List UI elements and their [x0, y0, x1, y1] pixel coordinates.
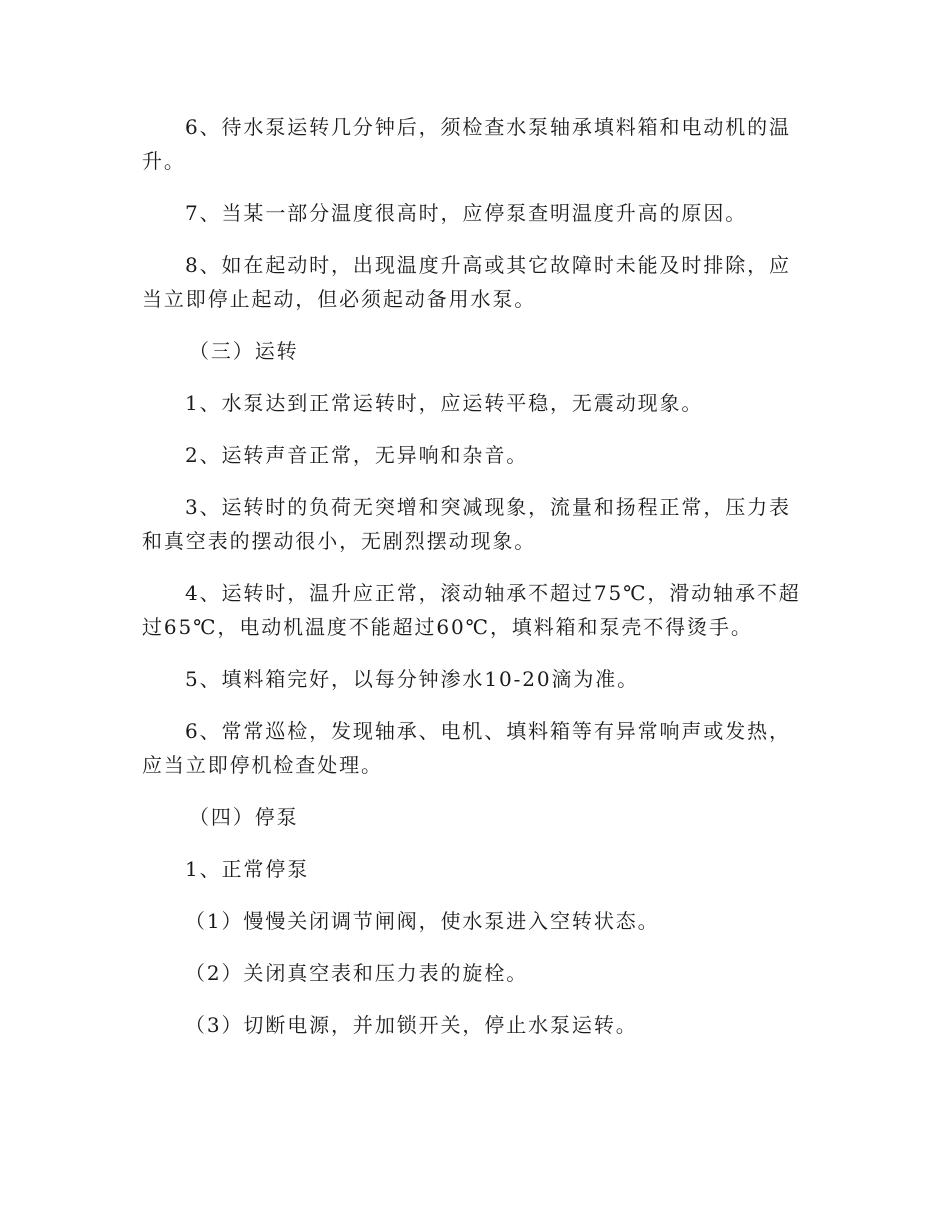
section-heading-stop: （四）停泵 [189, 805, 299, 829]
document-body [142, 110, 810, 1060]
paragraph-operation-3: 3、运转时的负荷无突增和突减现象，流量和扬程正常，压力表和真空表的摆动很小，无剧烈摆动现象。 [142, 495, 791, 553]
paragraph-stop-1-1: （1）慢慢关闭调节闸阀，使水泵进入空转状态。 [185, 909, 660, 933]
paragraph-operation-6: 6、常常巡检，发现轴承、电机、填料箱等有异常响声或发热，应当立即停机检查处理。 [142, 719, 791, 777]
paragraph-startup-6: 6、待水泵运转几分钟后，须检查水泵轴承填料箱和电动机的温升。 [142, 115, 791, 173]
paragraph-operation-1: 1、水泵达到正常运转时，应运转平稳，无震动现象。 [185, 391, 704, 415]
paragraph-stop-1-3: （3）切断电源，并加锁开关，停止水泵运转。 [185, 1013, 638, 1037]
paragraph-operation-2: 2、运转声音正常，无异响和杂音。 [185, 443, 529, 467]
section-heading-operation: （三）运转 [189, 339, 299, 363]
paragraph-startup-7: 7、当某一部分温度很高时，应停泵查明温度升高的原因。 [185, 201, 748, 225]
paragraph-operation-4: 4、运转时，温升应正常，滚动轴承不超过75℃，滑动轴承不超过65℃，电动机温度不能超过60℃，填料箱和泵壳不得烫手。 [142, 581, 801, 639]
paragraph-stop-1-2: （2）关闭真空表和压力表的旋栓。 [185, 961, 529, 985]
paragraph-stop-1: 1、正常停泵 [185, 857, 310, 881]
paragraph-operation-5: 5、填料箱完好，以每分钟渗水10-20滴为准。 [185, 667, 640, 691]
paragraph-startup-8: 8、如在起动时，出现温度升高或其它故障时未能及时排除，应当立即停止起动，但必须起动备用水泵。 [142, 253, 791, 311]
